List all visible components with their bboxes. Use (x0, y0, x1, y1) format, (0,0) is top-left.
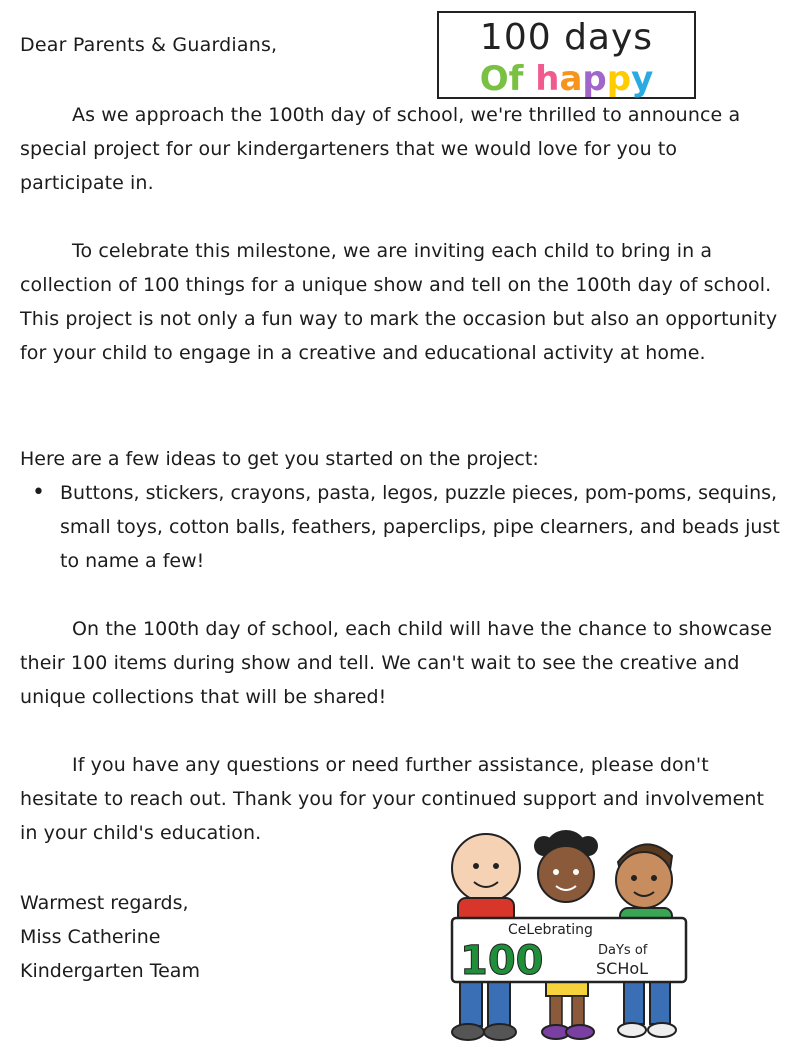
paragraph-4-text: If you have any questions or need further assistance, please don't hesitate to reach out. Thank you for your continued support and involvement in your child's education. (20, 754, 765, 844)
logo-100-days-of-happy (437, 11, 696, 99)
greeting: Dear Parents & Guardians, (20, 34, 278, 56)
logo-letter: p (606, 59, 632, 99)
paragraph-1 (20, 98, 778, 200)
paragraph-3 (20, 612, 778, 714)
kids-celebrating-illustration (438, 826, 700, 1048)
logo-letter: f (508, 59, 524, 99)
logo-letter: y (631, 59, 654, 99)
banner-right-line-2: SCHoL (596, 959, 649, 978)
banner-right-line-1: DaYs of (598, 943, 648, 958)
paragraph-3-text: On the 100th day of school, each child will have the chance to showcase their 100 items during show and tell. We can't wait to see the creative and unique collections that will be shared! (20, 618, 773, 708)
logo-letter: h (535, 59, 560, 99)
logo-letter: p (582, 59, 607, 99)
logo-letter (523, 59, 535, 99)
list-item: • Buttons, stickers, crayons, pasta, legos, puzzle pieces, pom-poms, sequins, small toys, cotton balls, feathers, paperclips, pipe clearners, and beads just to name a few! (20, 476, 780, 578)
signature-name: Miss Catherine (20, 926, 161, 948)
logo-line-1: 100 days (479, 17, 654, 58)
paragraph-1-text: As we approach the 100th day of school, we're thrilled to announce a special project for our kindergarteners that we would love for you to participate in. (20, 104, 741, 194)
ideas-list (20, 476, 780, 578)
logo-letter: O (479, 59, 509, 99)
paragraph-2 (20, 234, 778, 370)
closing-salutation: Warmest regards, (20, 892, 189, 914)
banner-top-text: CeLebrating (508, 922, 593, 938)
paragraph-2-text: To celebrate this milestone, we are inviting each child to bring in a collection of 100 things for a unique show and tell on the 100th day of school. This project is not only a fun way to mark the occasion but also an opportunity for your child to engage in a creative and educational activity at home. (20, 240, 778, 364)
ideas-intro: Here are a few ideas to get you started on the project: (20, 448, 539, 470)
logo-letter: a (559, 59, 583, 99)
logo-line-2 (439, 59, 694, 99)
banner-number: 100 (460, 938, 544, 984)
signature-team: Kindergarten Team (20, 960, 200, 982)
closing (20, 886, 200, 988)
